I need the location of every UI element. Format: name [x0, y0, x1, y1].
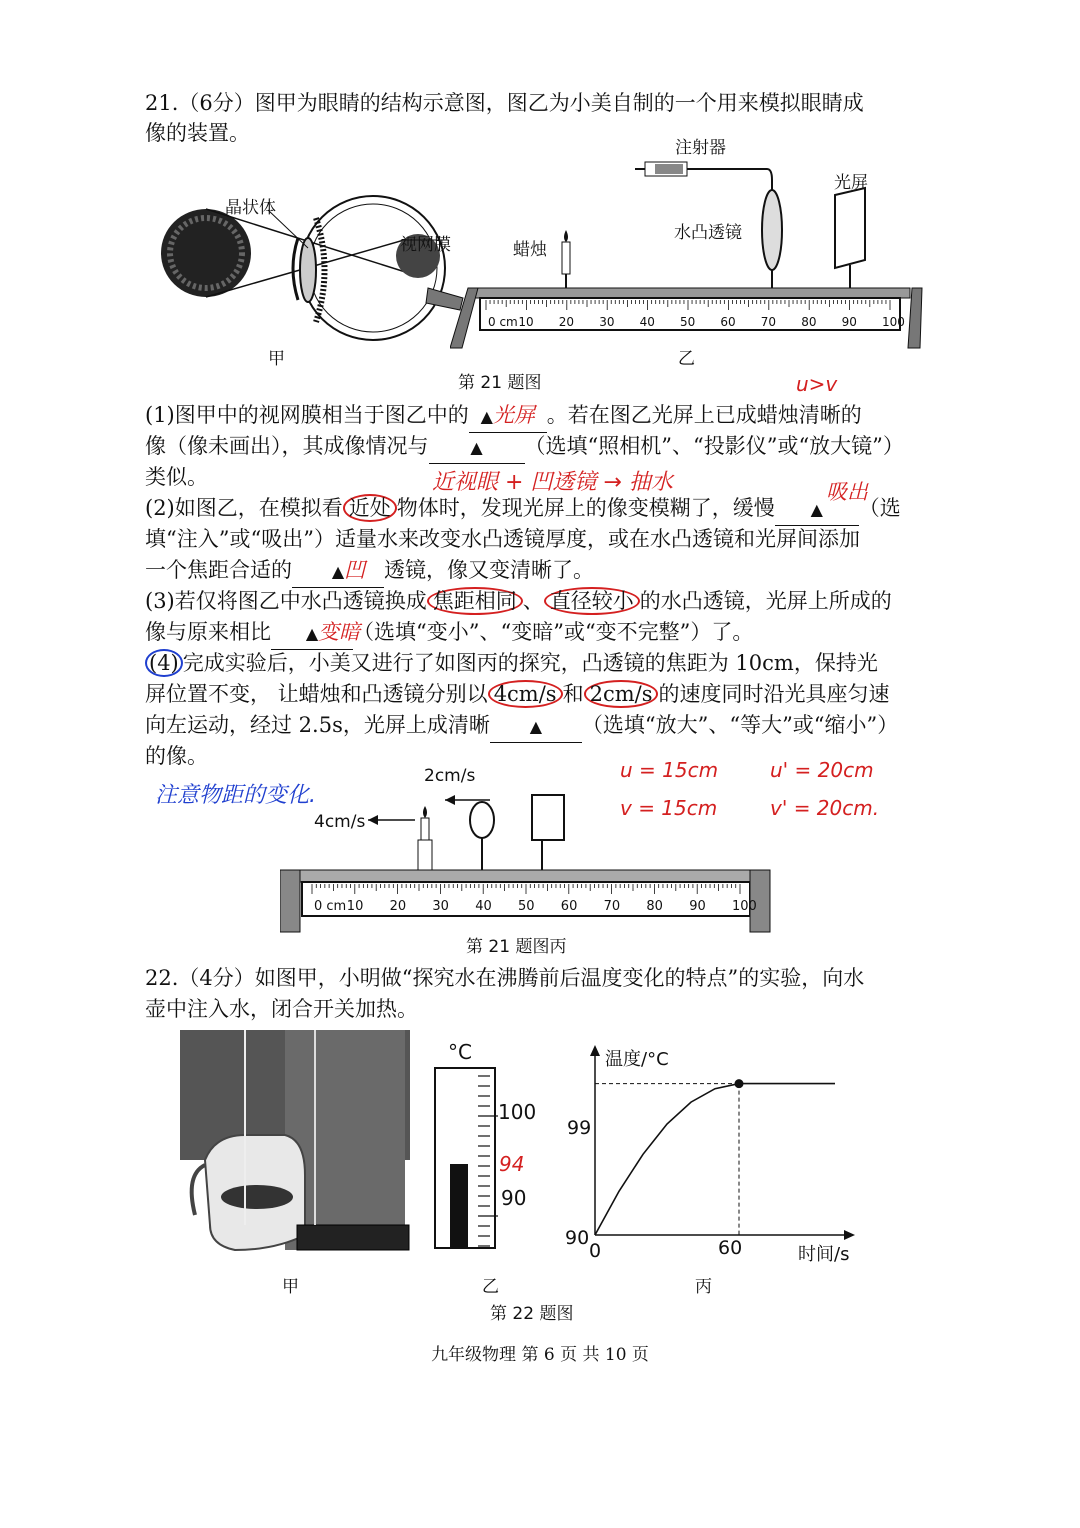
- eye-structure-figure: [148, 188, 468, 368]
- figure21c-title: 第 21 题图丙: [466, 937, 567, 957]
- scale-label: 80: [646, 899, 663, 914]
- q21-part1-line2: 像（像未画出），其成像情况与 ▲ （选填“照相机”、“投影仪”或“放大镜”）: [145, 431, 904, 464]
- thermometer-figure: [430, 1040, 540, 1255]
- scale-label: 60: [560, 899, 578, 914]
- scale-label: 20: [389, 899, 407, 914]
- scale-label: 40: [639, 315, 655, 329]
- q21-part1-line1: (1)图甲中的视网膜相当于图乙中的 ▲光屏 。若在图乙光屏上已成蜡烛清晰的: [145, 400, 862, 433]
- page-footer: 九年级物理 第 6 页 共 10 页: [431, 1345, 649, 1365]
- q21-part2-line3: 一个焦距合适的 ▲ 凹 透镜，像又变清晰了。: [145, 555, 594, 588]
- graph-y90: 90: [565, 1227, 590, 1249]
- q21-part4-line3: 向左运动，经过 2.5s，光屏上成清晰 ▲ （选填“放大”、“等大”或“缩小”）: [145, 710, 898, 743]
- scale-label: 50: [680, 315, 696, 329]
- q21-part3-line2: 像与原来相比 ▲ 变暗 （选填“变小”、“变暗”或“变不完整”）了。: [145, 617, 753, 650]
- q22-stem-line2: 壶中注入水，闭合开关加热。: [145, 997, 418, 1021]
- object-disc-icon: [161, 209, 251, 297]
- q22-stem-line1: 22.（4分）如图甲，小明做“探究水在沸腾前后温度变化的特点”的实验，向水: [145, 966, 865, 990]
- figure22-title: 第 22 题图: [490, 1304, 574, 1324]
- label-candle: 蜡烛: [513, 240, 547, 260]
- caption-jia: 甲: [268, 349, 285, 369]
- graph-x60: 60: [718, 1237, 743, 1259]
- q21-part3-line1: (3)若仅将图乙中水凸透镜换成 焦距相同 、 直径较小 的水凸透镜，光屏上所成的: [145, 589, 892, 613]
- hand-note-uv: u>v: [796, 372, 838, 396]
- scale-label: 90: [841, 315, 857, 329]
- hand-note-blue: 注意物距的变化.: [155, 783, 316, 808]
- hand-u2: u' = 20cm: [770, 758, 874, 782]
- scale-label: 100: [882, 315, 905, 329]
- scale-label: 100: [732, 899, 757, 914]
- hand-answer-2: 吸出: [826, 480, 868, 504]
- graph-xlabel: 时间/s: [798, 1244, 850, 1265]
- q21-stem-line1: 21.（6分）图甲为眼睛的结构示意图，图乙为小美自制的一个用来模拟眼睛成: [145, 91, 864, 115]
- hand-v2: v' = 20cm.: [770, 796, 880, 820]
- scale-label: 70: [760, 315, 777, 329]
- hand-answer-1: 光屏: [492, 403, 535, 427]
- label-lens: 晶状体: [225, 198, 276, 218]
- figure21-title: 第 21 题图: [458, 373, 542, 393]
- candle-icon: [562, 242, 570, 274]
- scale-label: 20: [558, 315, 575, 329]
- scale-label: 0 cm: [314, 899, 347, 914]
- blank-3: ▲: [775, 493, 859, 526]
- circled-speed-candle: 4cm/s: [488, 680, 563, 708]
- thermo-label-90: 90: [501, 1186, 527, 1210]
- q21-part2-line2: 填“注入”或“吸出”）适量水来改变水凸透镜厚度，或在水凸透镜和光屏间添加: [145, 527, 860, 551]
- scale-label: 30: [432, 899, 449, 914]
- hand-note-myopia: 近视眼 + 凹透镜 → 抽水: [432, 470, 673, 495]
- kettle-photo: [175, 1025, 415, 1260]
- circled-smaller-diameter: 直径较小: [544, 587, 640, 615]
- candle-c-icon: [421, 818, 429, 840]
- circled-speed-lens: 2cm/s: [584, 680, 659, 708]
- scale-label: 80: [801, 315, 817, 329]
- scale-label: 60: [720, 315, 736, 329]
- convex-lens-icon: [470, 802, 494, 838]
- q21-part1-line3: 类似。: [145, 465, 208, 489]
- label-syringe: 注射器: [675, 138, 726, 158]
- hand-thermo-reading: 94: [499, 1152, 525, 1176]
- caption-22-jia: 甲: [282, 1277, 299, 1297]
- water-lens-icon: [762, 190, 782, 270]
- temperature-time-chart: [560, 1040, 860, 1270]
- boiling-point-marker: [735, 1079, 744, 1088]
- q21-part2-line1: (2)如图乙，在模拟看 近处 物体时，发现光屏上的像变模糊了，缓慢 ▲ （选: [145, 493, 901, 526]
- q21-stem-line2: 像的装置。: [145, 121, 250, 145]
- blank-5: ▲ 变暗: [271, 617, 353, 650]
- hand-answer-4: 变暗: [318, 620, 361, 644]
- blank-4: ▲ 凹: [292, 555, 384, 588]
- circled-near: 近处: [343, 494, 397, 522]
- scale-label: 10: [346, 899, 364, 914]
- q21-part4-line2: 屏位置不变， 让蜡烛和凸透镜分别以 4cm/s 和 2cm/s 的速度同时沿光具座匀速: [145, 682, 890, 706]
- screen-c-icon: [532, 795, 564, 840]
- label-speed-lens: 2cm/s: [424, 766, 476, 786]
- scale-label: 50: [518, 899, 535, 914]
- scale-label: 70: [603, 899, 621, 914]
- graph-ylabel: 温度/°C: [605, 1049, 669, 1070]
- caption-yi: 乙: [678, 349, 695, 369]
- scale-label: 0 cm: [488, 315, 518, 329]
- graph-y99: 99: [567, 1117, 592, 1139]
- thermo-label-100: 100: [498, 1100, 537, 1124]
- circled-same-focal: 焦距相同: [427, 587, 523, 615]
- thermometer-liquid: [450, 1164, 468, 1248]
- blank-2: ▲: [429, 431, 525, 464]
- graph-x0: 0: [589, 1240, 602, 1262]
- scale-label: 40: [475, 899, 492, 914]
- thermo-unit: °C: [448, 1040, 472, 1064]
- label-water-lens: 水凸透镜: [674, 223, 742, 243]
- hand-v1: v = 15cm: [620, 796, 718, 820]
- scale-label: 10: [518, 315, 534, 329]
- scale-label: 30: [599, 315, 615, 329]
- q21-part4-line4: 的像。: [145, 744, 208, 768]
- q21-part4-line1: (4) 完成实验后，小美又进行了如图丙的探究，凸透镜的焦距为 10cm，保持光: [145, 648, 878, 678]
- caption-22-bing: 丙: [695, 1277, 712, 1297]
- light-screen-icon: [835, 188, 865, 268]
- scale-label: 90: [689, 899, 706, 914]
- circled-part4: (4): [145, 649, 183, 677]
- caption-22-yi: 乙: [482, 1277, 499, 1297]
- hand-answer-3: 凹: [344, 558, 366, 582]
- blank-6: ▲: [490, 710, 582, 743]
- blank-1: ▲光屏: [469, 400, 547, 433]
- temperature-series-line: [595, 1084, 835, 1235]
- label-retina: 视网膜: [400, 235, 451, 255]
- label-speed-candle: 4cm/s: [314, 812, 366, 832]
- hand-u1: u = 15cm: [620, 758, 719, 782]
- label-screen: 光屏: [834, 173, 868, 193]
